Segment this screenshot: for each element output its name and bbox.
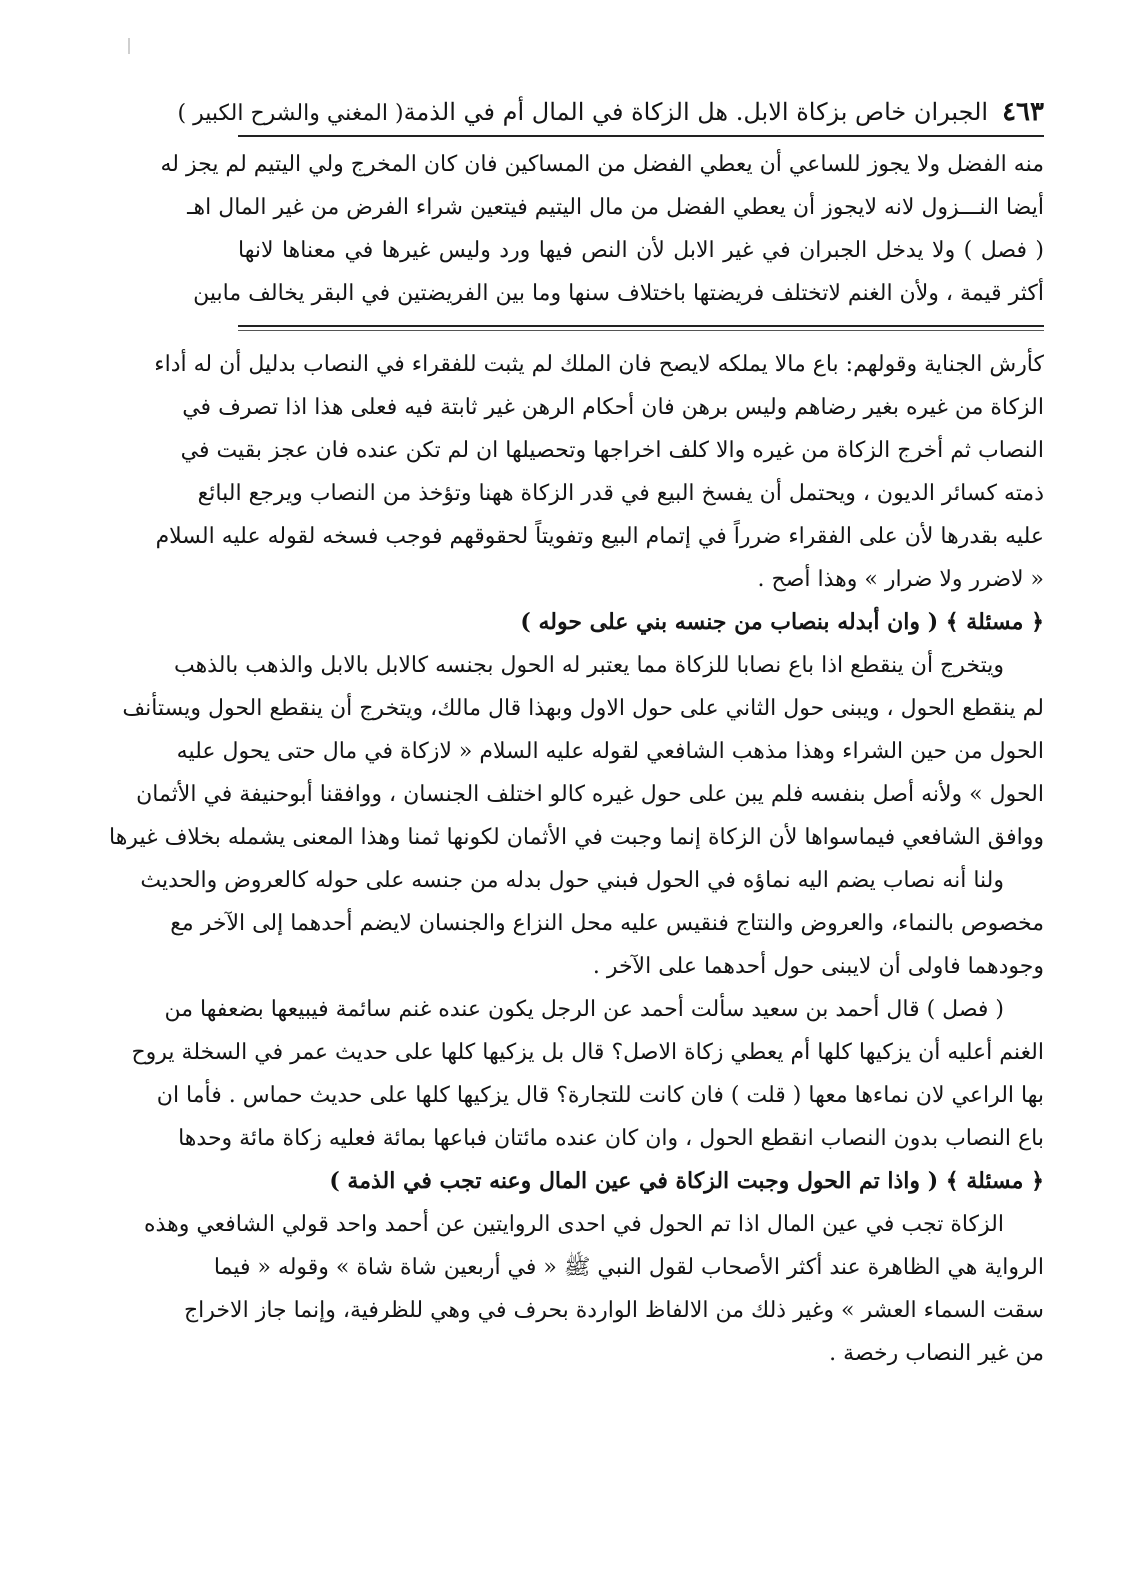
text-line: ( فصل ) قال أحمد بن سعيد سألت أحمد عن الرجل يكون عنده غنم سائمة فيبيعها بضعفها من (164, 997, 1004, 1022)
text-line: الحول من حين الشراء وهذا مذهب الشافعي لقوله عليه السلام « لازكاة في مال حتى يحول عليه (176, 739, 1044, 764)
text-line: وجودهما فاولى أن لايبنى حول أحدهما على الآخر . (592, 954, 1044, 979)
main-text-block (160, 143, 1044, 315)
text-line: الزكاة تجب في عين المال اذا تم الحول في احدى الروايتين عن أحمد واحد قولي الشافعي وهذه (144, 1212, 1004, 1237)
text-line: أكثر قيمة ، ولأن الغنم لاتختلف فريضتها باختلاف سنها وما بين الفريضتين في البقر يخالف مابين (193, 281, 1044, 306)
text-line: باع النصاب بدون النصاب انقطع الحول ، وان كان عنده مائتان فباعها بمائة فعليه زكاة مائة وحدها (178, 1126, 1044, 1151)
text-line: بها الراعي لان نماءها معها ( قلت ) فان كانت للتجارة؟ قال يزكيها كلها على حديث حماس . فأما ان (156, 1083, 1044, 1108)
text-line: الحول » ولأنه أصل بنفسه فلم يبن على حول غيره كالو اختلف الجنسان ، ووافقنا أبوحنيفة في الأثمان (136, 782, 1044, 807)
running-header (177, 95, 1044, 137)
text-line: ولنا أنه نصاب يضم اليه نماؤه في الحول فبني حول بدله من جنسه على حوله كالعروض والحديث (140, 868, 1004, 893)
masala-heading: ﴿ مسئلة ﴾ ( واذا تم الحول وجبت الزكاة في عين المال وعنه تجب في الذمة ) (329, 1168, 1044, 1194)
page-number: ٤٦٣ (1002, 97, 1044, 127)
commentary-text-block (109, 343, 1044, 1375)
text-line: الرواية هي الظاهرة عند أكثر الأصحاب لقول النبي ﷺ « في أربعين شاة شاة » وقوله « فيما (213, 1255, 1044, 1280)
text-line: مخصوص بالنماء، والعروض والنتاج فنقيس عليه محل النزاع والجنسان لايضم أحدهما إلى الآخر مع (170, 911, 1044, 936)
text-line: عليه بقدرها لأن على الفقراء ضرراً في إتمام البيع وتفويتاً لحقوقهم فوجب فسخه لقوله عليه السلام (155, 524, 1044, 549)
text-line: « لاضرر ولا ضرار » وهذا أصح . (757, 567, 1044, 592)
text-line: ويتخرج أن ينقطع اذا باع نصابا للزكاة مما يعتبر له الحول بجنسه كالابل بالابل والذهب بالذهب (173, 653, 1004, 678)
book-title: ( المغني والشرح الكبير ) (177, 101, 404, 126)
header-right-group (404, 95, 1044, 129)
scan-speck (128, 38, 130, 54)
text-line: سقت السماء العشر » وغير ذلك من الالفاظ الواردة بحرف في وهي للظرفية، وإنما جاز الاخراج (183, 1298, 1044, 1323)
text-line: لم ينقطع الحول ، ويبنى حول الثاني على حول الاول وبهذا قال مالك، ويتخرج أن ينقطع الحول ويستأنف (122, 696, 1044, 721)
text-line: النصاب ثم أخرج الزكاة من غيره والا كلف اخراجها وتحصيلها ان لم تكن عنده فان عجز بقيت في (180, 438, 1044, 463)
text-line: ( فصل ) ولا يدخل الجبران في غير الابل لأن النص فيها ورد وليس غيرها في معناها لانها (238, 238, 1044, 263)
text-line: ووافق الشافعي فيماسواها لأن الزكاة إنما وجبت في الأثمان لكونها ثمنا وهذا المعنى يشمله بخلاف غيرها (109, 825, 1044, 850)
text-line: أيضا النـــزول لانه لايجوز أن يعطي الفضل من مال اليتيم فيتعين شراء الفرض من غير المال اهـ (187, 195, 1044, 220)
text-line: الزكاة من غيره بغير رضاهم وليس برهن فان أحكام الرهن غير ثابتة فيه فعلى هذا اذا تصرف في (182, 395, 1044, 420)
text-line: كأرش الجناية وقولهم: باع مالا يملكه لايصح فان الملك لم يثبت للفقراء في النصاب بدليل أن له أداء (154, 352, 1044, 377)
masala-heading: ﴿ مسئلة ﴾ ( وان أبدله بنصاب من جنسه بني على حوله ) (520, 609, 1044, 635)
text-line: ذمته كسائر الديون ، ويحتمل أن يفسخ البيع في قدر الزكاة ههنا وتؤخذ من النصاب ويرجع البائع (197, 481, 1044, 506)
book-page (109, 95, 1044, 1375)
section-divider (238, 325, 1044, 331)
text-line: من غير النصاب رخصة . (829, 1341, 1044, 1366)
text-line: منه الفضل ولا يجوز للساعي أن يعطي الفضل من المساكين فان كان المخرج ولي اليتيم لم يجز له (160, 152, 1044, 177)
text-line: الغنم أعليه أن يزكيها كلها أم يعطي زكاة الاصل؟ قال بل يزكيها كلها على حديث عمر في السخلة يروح (131, 1040, 1044, 1065)
header-title: الجبران خاص بزكاة الابل. هل الزكاة في المال أم في الذمة (403, 98, 989, 126)
